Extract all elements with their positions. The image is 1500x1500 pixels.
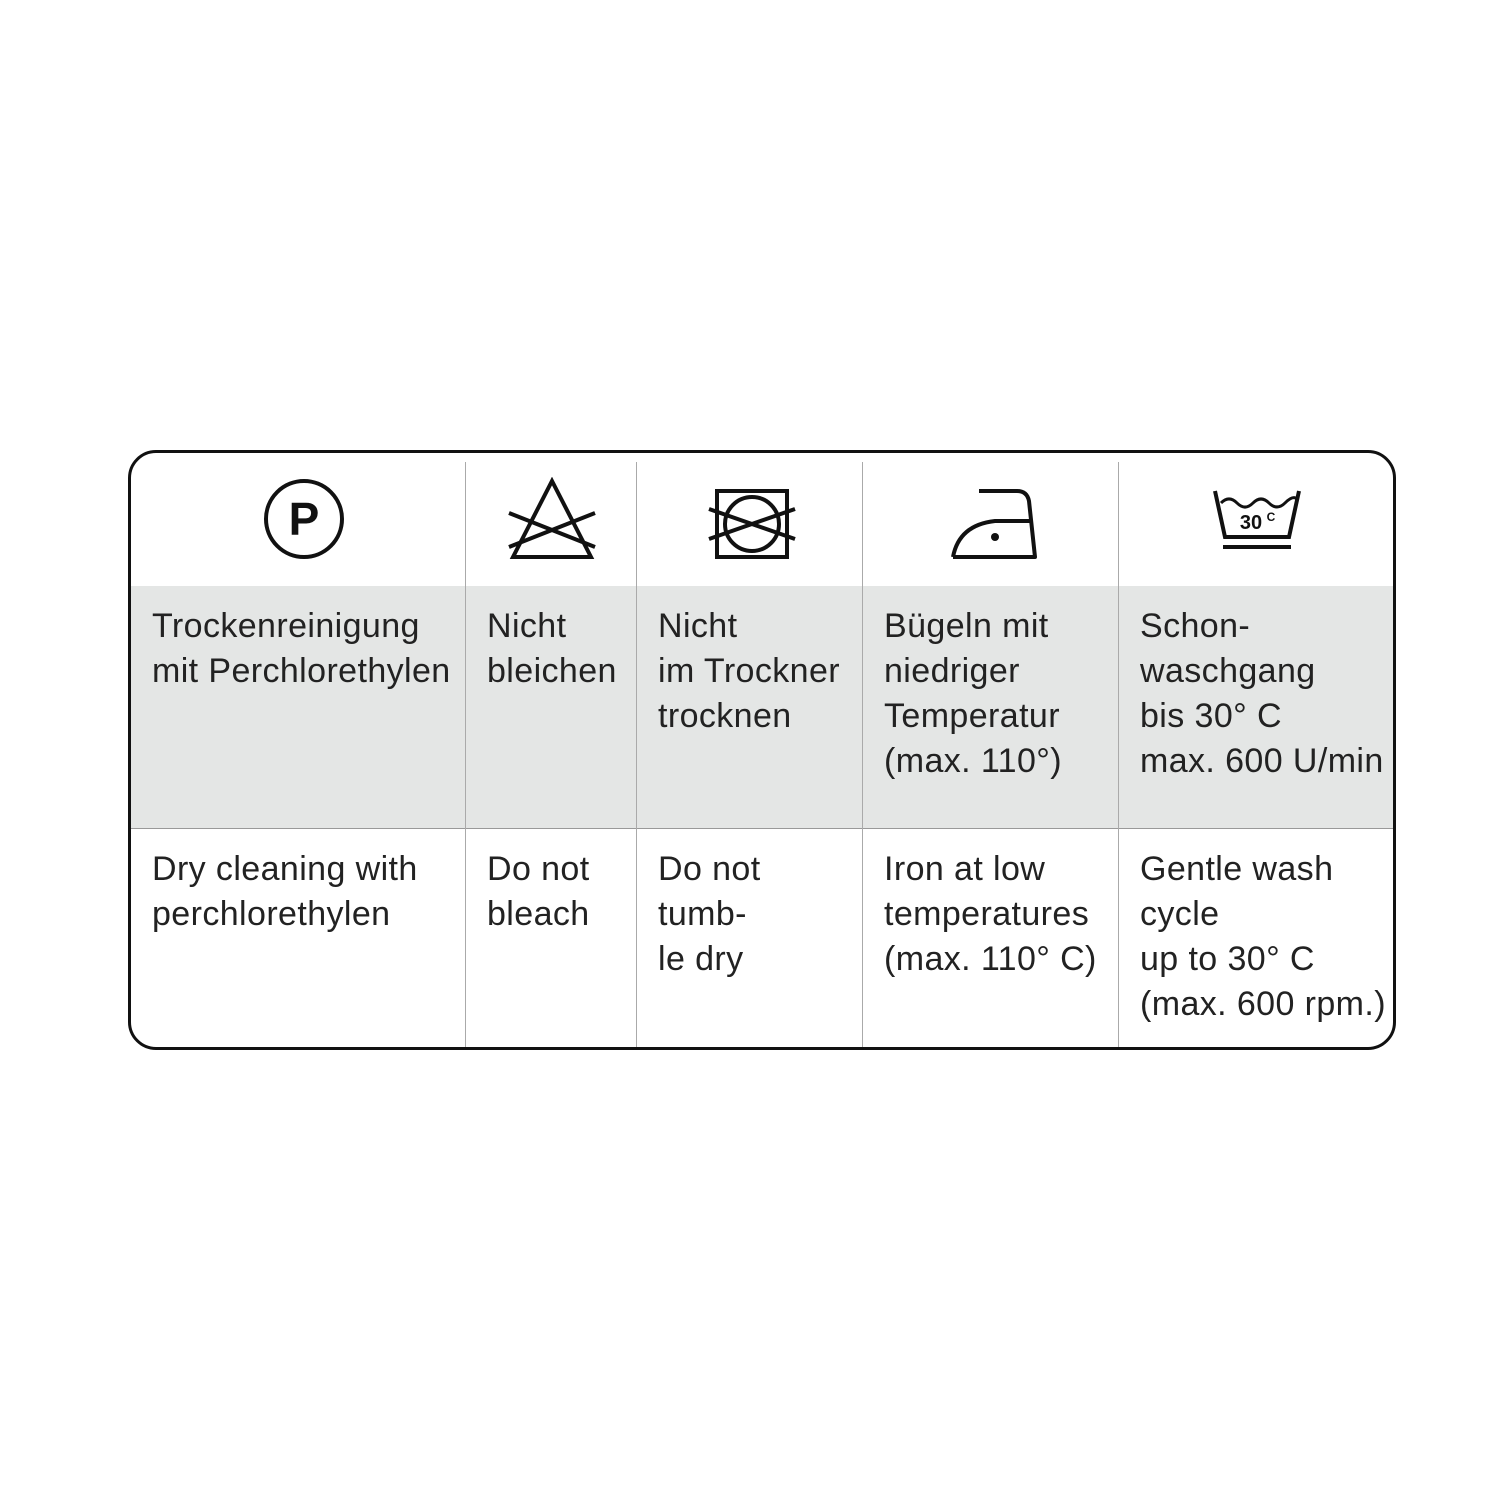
dry-clean-p-icon (262, 477, 346, 561)
description-en-dry-clean: Dry cleaning with perchlorethylen (152, 850, 418, 933)
column-divider (465, 462, 466, 1047)
description-de-iron: Bügeln mit niedriger Temperatur (max. 110°) (884, 607, 1062, 780)
care-label-table (128, 450, 1396, 1050)
column-divider (1118, 462, 1119, 1047)
english-description-row (131, 828, 1393, 1050)
description-de-bleach: Nicht bleichen (487, 607, 617, 690)
description-en-tumble-dry: Do not tumb- le dry (658, 850, 761, 978)
description-en-wash: Gentle wash cycle up to 30° C (max. 600 rpm.) (1140, 850, 1386, 1023)
iron-low-temp-icon (949, 477, 1041, 563)
dry-clean-letter: P (288, 493, 320, 545)
wash-temperature-unit: C (1266, 510, 1276, 524)
gentle-wash-30-icon (1211, 477, 1303, 563)
description-de-wash: Schon- waschgang bis 30° C max. 600 U/min (1140, 607, 1384, 780)
description-en-bleach: Do not bleach (487, 850, 590, 933)
description-de-dry-clean: Trockenreinigung mit Perchlorethylen (152, 607, 451, 690)
icon-row (131, 453, 1393, 586)
column-divider (862, 462, 863, 1047)
description-de-tumble-dry: Nicht im Trockner trocknen (658, 607, 840, 735)
wash-temperature: 30 (1239, 512, 1263, 534)
column-divider (636, 462, 637, 1047)
do-not-tumble-dry-icon (707, 477, 797, 563)
description-en-iron: Iron at low temperatures (max. 110° C) (884, 850, 1097, 978)
german-description-row (131, 586, 1393, 828)
do-not-bleach-icon (507, 477, 597, 563)
